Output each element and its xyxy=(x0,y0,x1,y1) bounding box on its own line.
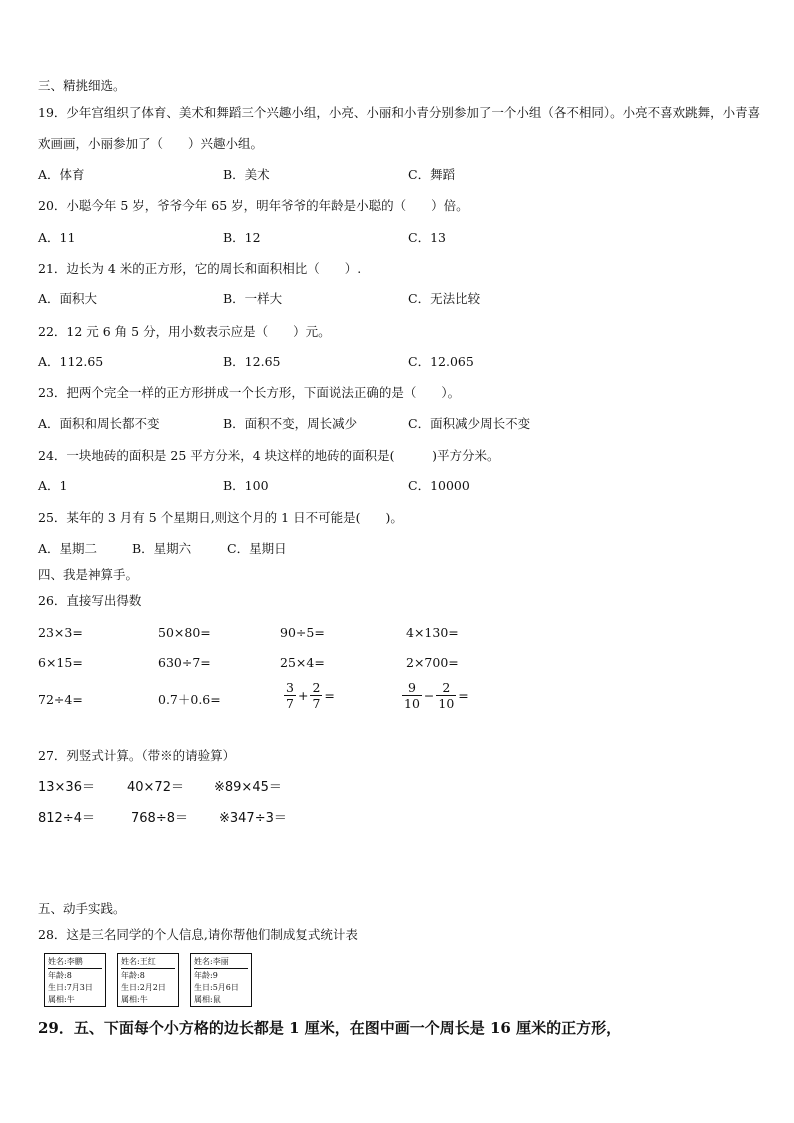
card-age: 年龄:8 xyxy=(121,971,145,980)
card-age: 年龄:9 xyxy=(194,971,218,980)
q21-option-a: A．面积大 xyxy=(38,291,98,306)
q27-item: ※347÷3＝ xyxy=(219,811,287,826)
numerator: 9 xyxy=(402,680,422,696)
numerator: 2 xyxy=(312,680,321,695)
section-heading-3: 三、精挑细选。 xyxy=(38,78,126,93)
question-25-stem: 25．某年的 3 月有 5 个星期日,则这个月的 1 日不可能是( )。 xyxy=(38,510,403,525)
denominator: 7 xyxy=(312,696,321,711)
q26-item: 4×130= xyxy=(406,625,459,640)
question-21-stem: 21．边长为 4 米的正方形，它的周长和面积相比（ ）. xyxy=(38,261,362,276)
q24-option-c: C．10000 xyxy=(408,478,470,493)
q26-item: 2×700= xyxy=(406,655,459,670)
q26-fraction-difference xyxy=(402,680,471,711)
question-19-stem: 19．少年宫组织了体育、美术和舞蹈三个兴趣小组，小亮、小丽和小青分别参加了一个小组（各不相同）。小亮不喜欢跳舞，小青喜欢画画，小丽参加了（ ）兴趣小组。 xyxy=(38,105,761,151)
q22-option-c: C．12.065 xyxy=(408,354,474,369)
section-heading-4: 四、我是神算手。 xyxy=(38,567,139,582)
q23-option-c: C．面积减少周长不变 xyxy=(408,416,531,431)
question-24-stem: 24．一块地砖的面积是 25 平方分米，4 块这样的地砖的面积是( )平方分米。 xyxy=(38,448,500,463)
q26-item: 90÷5= xyxy=(280,625,325,640)
card-birthday: 生日:2月2日 xyxy=(121,983,166,992)
q19-option-a: A．体育 xyxy=(38,167,85,182)
q20-option-b: B．12 xyxy=(223,230,261,245)
question-29-stem: 29．五、下面每个小方格的边长都是 1 厘米，在图中画一个周长是 16 厘米的正方形， xyxy=(38,1019,622,1037)
q27-item: 768÷8＝ xyxy=(131,811,188,826)
q26-item: 6×15= xyxy=(38,655,83,670)
card-name: 姓名:王红 xyxy=(121,956,175,969)
denominator: 7 xyxy=(286,696,294,711)
card-zodiac: 属相:牛 xyxy=(48,995,75,1004)
q21-option-b: B．一样大 xyxy=(223,291,283,306)
q26-item: 50×80= xyxy=(158,625,211,640)
card-age: 年龄:8 xyxy=(48,971,72,980)
card-name: 姓名:李丽 xyxy=(194,956,248,969)
q25-option-b: B．星期六 xyxy=(132,541,192,556)
question-26-title: 26．直接写出得数 xyxy=(38,593,142,608)
q19-option-c: C．舞蹈 xyxy=(408,167,456,182)
q22-option-a: A．112.65 xyxy=(38,354,104,369)
q22-option-b: B．12.65 xyxy=(223,354,281,369)
q27-item: 812÷4＝ xyxy=(38,811,95,826)
q20-option-a: A．11 xyxy=(38,230,76,245)
q26-item: 0.7＋0.6= xyxy=(158,692,221,707)
minus-sign: − xyxy=(423,688,435,703)
student-info-card xyxy=(190,953,252,1007)
denominator: 10 xyxy=(404,696,420,711)
q25-option-c: C．星期日 xyxy=(227,541,287,556)
q24-option-a: A．1 xyxy=(38,478,68,493)
card-name: 姓名:李鹏 xyxy=(48,956,102,969)
student-info-card xyxy=(117,953,179,1007)
question-28-title: 28．这是三名同学的个人信息,请你帮他们制成复式统计表 xyxy=(38,927,358,942)
denominator: 10 xyxy=(438,696,455,711)
question-20-stem: 20．小聪今年 5 岁，爷爷今年 65 岁，明年爷爷的年龄是小聪的（ ）倍。 xyxy=(38,198,469,213)
q24-option-b: B．100 xyxy=(223,478,269,493)
card-zodiac: 属相:牛 xyxy=(121,995,148,1004)
question-22-stem: 22．12 元 6 角 5 分，用小数表示应是（ ）元。 xyxy=(38,324,331,339)
question-23-stem: 23．把两个完全一样的正方形拼成一个长方形，下面说法正确的是（ ）。 xyxy=(38,385,461,400)
plus-sign: + xyxy=(297,688,309,703)
student-info-card xyxy=(44,953,106,1007)
q26-item: 23×3= xyxy=(38,625,83,640)
question-27-title: 27．列竖式计算。（带※的请验算） xyxy=(38,748,236,763)
equals-sign: = xyxy=(458,688,469,703)
q20-option-c: C．13 xyxy=(408,230,446,245)
q23-option-b: B．面积不变，周长减少 xyxy=(223,416,358,431)
q27-item: 13×36＝ xyxy=(38,780,95,795)
card-birthday: 生日:5月6日 xyxy=(194,983,239,992)
numerator: 2 xyxy=(436,680,456,696)
q23-option-a: A．面积和周长都不变 xyxy=(38,416,160,431)
equals-sign: = xyxy=(324,688,335,703)
q26-item: 72÷4= xyxy=(38,692,83,707)
q21-option-c: C．无法比较 xyxy=(408,291,481,306)
q19-option-b: B．美术 xyxy=(223,167,270,182)
card-zodiac: 属相:鼠 xyxy=(194,995,221,1004)
q25-option-a: A．星期二 xyxy=(38,541,98,556)
q26-item: 25×4= xyxy=(280,655,325,670)
card-birthday: 生日:7月3日 xyxy=(48,983,93,992)
q26-fraction-sum xyxy=(284,680,337,711)
q27-item: 40×72＝ xyxy=(127,780,184,795)
section-heading-5: 五、动手实践。 xyxy=(38,901,126,916)
q26-item: 630÷7= xyxy=(158,655,211,670)
q27-item: ※89×45＝ xyxy=(214,780,282,795)
numerator: 3 xyxy=(286,680,294,695)
